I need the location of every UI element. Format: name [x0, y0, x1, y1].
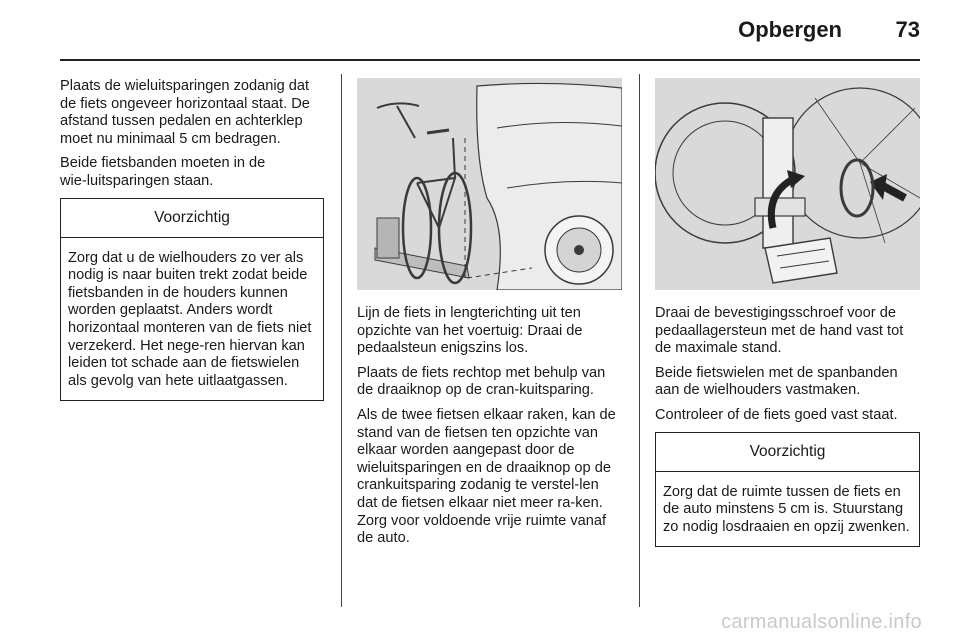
- paragraph: Plaats de fiets rechtop met behulp van de draaiknop op de cran‑kuitsparing.: [357, 364, 606, 399]
- caution-text: Zorg dat de ruimte tussen de fiets en de auto minstens 5 cm is. Stuurstang zo nodig losdraaien en opzij zwenken.: [663, 483, 910, 535]
- caution-text: Zorg dat u de wielhouders zo ver als nodig is naar buiten trekt zodat beide fietsbanden in de houders kunnen worden geplaatst. Anders wordt horizontaal monteren van de fiets niet verzekerd. Het nege‑ren hiervan kan leiden tot schade aan de fietswielen als gevolg van hete uitlaatgassen.: [68, 249, 312, 389]
- paragraph: Plaats de wieluitsparingen zodanig dat de fiets ongeveer horizontaal staat. De afstand tussen pedalen en achterklep moet nu minimaal 5 cm bedragen.: [60, 78, 310, 147]
- bike-carrier-rear-illustration: [357, 78, 622, 290]
- paragraph: Beide fietswielen met de spanbanden aan de wielhouders vastmaken.: [655, 364, 898, 399]
- paragraph: Beide fietsbanden moeten in de wie‑luitsparingen staan.: [60, 155, 266, 189]
- column-divider-2: [639, 74, 640, 607]
- caution-heading: Voorzichtig: [61, 199, 323, 238]
- pedal-holder-illustration: [655, 78, 920, 290]
- paragraph: Draai de bevestigingsschroef voor de pedaallagersteun met de hand vast tot de maximale stand.: [655, 305, 904, 357]
- paragraph: Als de twee fietsen elkaar raken, kan de stand van de fietsen ten opzichte van elkaar worden aangepast door de wieluitsparingen en de draaiknop op de crankuitsparing zodanig te verstel‑len dat de fietsen elkaar niet meer ra‑ken. Zorg voor voldoende vrije ruimte vanaf de auto.: [357, 406, 616, 547]
- section-title: Opbergen: [738, 17, 842, 42]
- header-rule: [60, 59, 920, 61]
- watermark-site: carmanualsonline.info: [721, 611, 922, 633]
- page-header: [0, 0, 960, 60]
- paragraph: Lijn de fiets in lengterichting uit ten opzichte van het voertuig: Draai de pedaalsteun enigszins los.: [357, 305, 583, 357]
- caution-box: [60, 198, 324, 402]
- page-number: 73: [895, 17, 920, 42]
- paragraph: Controleer of de fiets goed vast staat.: [655, 406, 898, 423]
- caution-box: [655, 432, 920, 548]
- column-2: [357, 78, 622, 555]
- column-1: [60, 78, 324, 401]
- column-3: [655, 78, 920, 547]
- caution-heading: Voorzichtig: [656, 433, 919, 472]
- column-divider-1: [341, 74, 342, 607]
